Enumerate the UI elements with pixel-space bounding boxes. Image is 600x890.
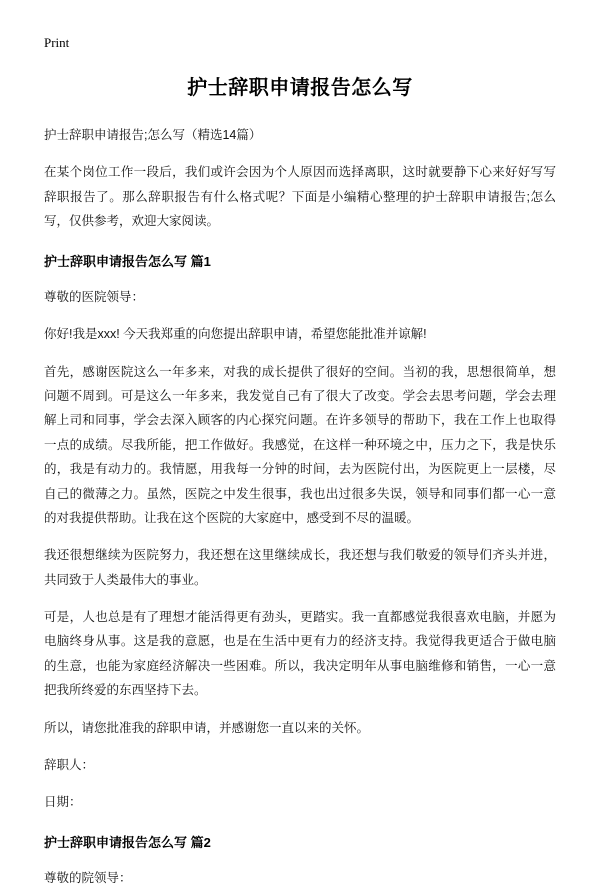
document-intro: 在某个岗位工作一段后，我们或许会因为个人原因而选择离职，这时就要静下心来好好写写辞职报告了。那么辞职报告有什么格式呢？下面是小编精心整理的护士辞职申请报告;怎么写，仅供参考，欢迎大家阅读。 bbox=[44, 165, 556, 229]
section-heading-1: 护士辞职申请报告怎么写 篇1 bbox=[44, 253, 211, 269]
page-title: 护士辞职申请报告怎么写 bbox=[187, 77, 413, 99]
section-1-signature-line: 辞职人： bbox=[44, 757, 95, 772]
print-button[interactable]: Print bbox=[44, 35, 70, 50]
section-1-paragraph-6: 所以，请您批准我的辞职申请，并感谢您一直以来的关怀。 bbox=[44, 720, 370, 735]
section-heading-2: 护士辞职申请报告怎么写 篇2 bbox=[44, 834, 211, 850]
section-1-paragraph-4: 我还很想继续为医院努力，我还想在这里继续成长，我还想与我们敬爱的领导们齐头并进，共同致于人类最伟大的事业。 bbox=[44, 548, 556, 587]
section-1-date-line: 日期： bbox=[44, 795, 82, 810]
section-1-paragraph-3: 首先，感谢医院这么一年多来，对我的成长提供了很好的空间。当初的我，思想很简单，想问题不周到。可是这么一年多来，我发觉自己有了很大了改变。学会去思考问题，学会去理解上司和同事，学会去深入顾客的内心探究问题。在许多领导的帮助下，我在工作上也取得一点的成绩。尽我所能，把工作做好。我感觉，在这样一种环境之中，压力之下，我是快乐的，我是有动力的。我情愿，用我每一分钟的时间，去为医院付出，为医院更上一层楼，尽自己的微薄之力。虽然，医院之中发生很事，我也出过很多失误，领导和同事们都一心一意的对我提供帮助。让我在这个医院的大家庭中，感受到不尽的温暖。 bbox=[44, 364, 556, 525]
section-1-paragraph-1: 尊敬的医院领导： bbox=[44, 289, 145, 304]
document-subtitle: 护士辞职申请报告;怎么写（精选14篇） bbox=[44, 128, 262, 142]
section-1-paragraph-5: 可是，人也总是有了理想才能活得更有劲头，更踏实。我一直都感觉我很喜欢电脑，并愿为电脑终身从事。这是我的意愿，也是在生活中更有力的经济支持。我觉得我更适合于做电脑的生意，也能为家庭经济解决一些困难。所以，我决定明年从事电脑维修和销售，一心一意把我所终爱的东西坚持下去。 bbox=[44, 610, 556, 698]
section-1-paragraph-2: 你好!我是xxx! 今天我郑重的向您提出辞职申请，希望您能批准并谅解! bbox=[44, 327, 427, 342]
section-2-paragraph-1: 尊敬的院领导： bbox=[44, 871, 132, 886]
